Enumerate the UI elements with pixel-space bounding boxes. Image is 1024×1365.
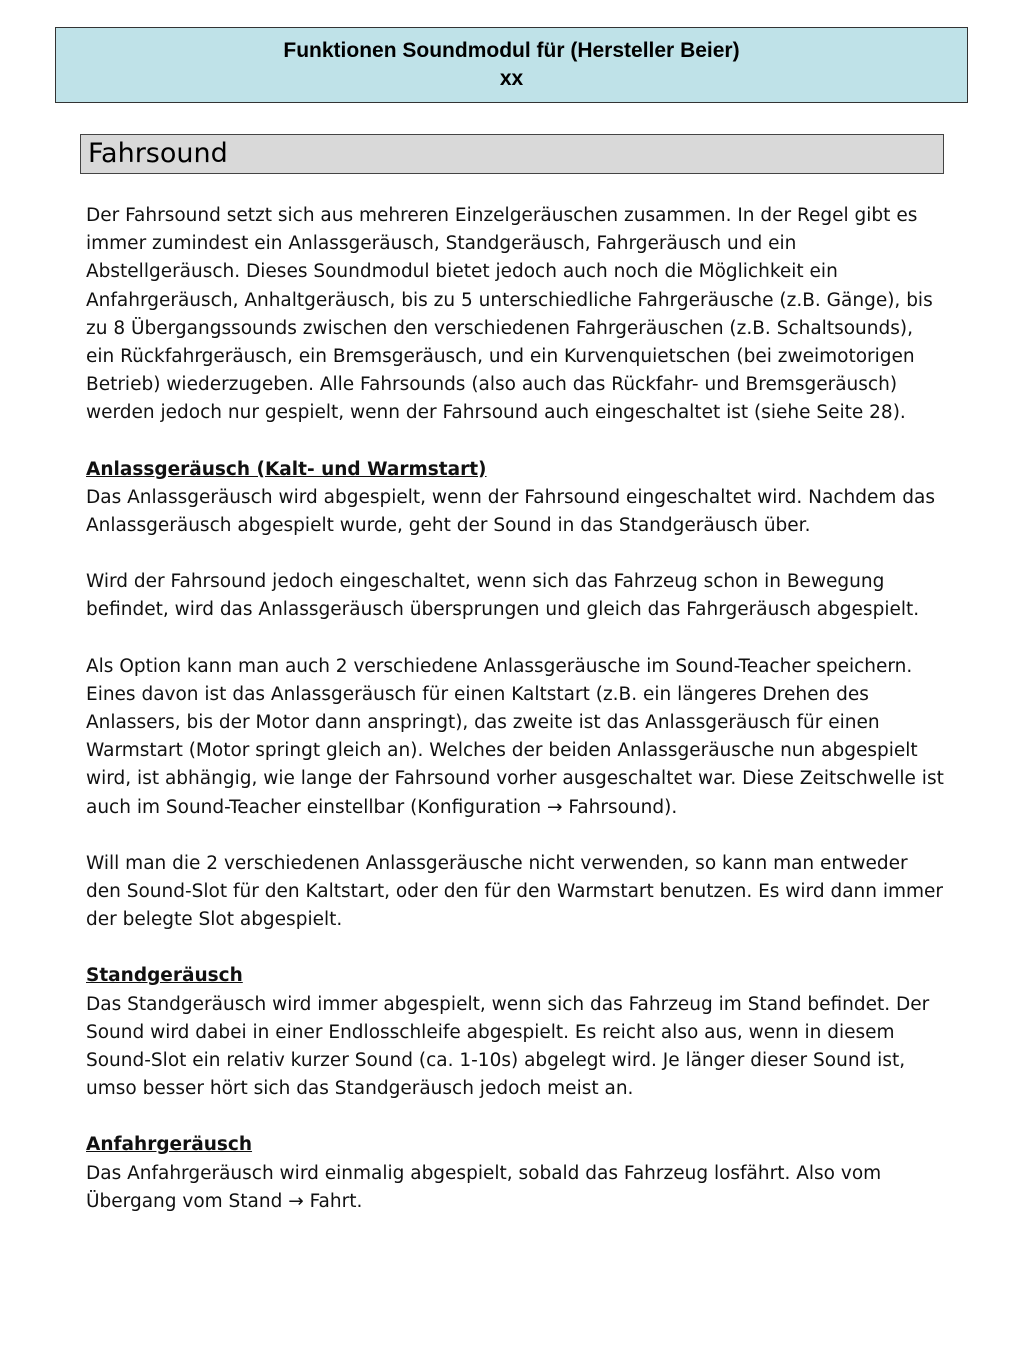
document-title-box [55, 27, 968, 103]
anlass-paragraph-2: Wird der Fahrsound jedoch eingeschaltet, wenn sich das Fahrzeug schon in Bewegung befindet, wird das Anlassgeräusch übersprungen und gleich das Fahrgeräusch abgespielt. [86, 571, 920, 621]
anfahr-heading: Anfahrgeräusch [86, 1134, 253, 1156]
anlass-paragraph-3: Als Option kann man auch 2 verschiedene Anlassgeräusche im Sound-Teacher speichern. Eines davon ist das Anlassgeräusch für einen Kaltstart (z.B. ein längeres Drehen des Anlassers, bis der Motor dann anspringt), das zweite ist das Anlassgeräusch für einen Warmstart (Motor springt gleich an). Welches der beiden Anlassgeräusche nun abgespielt wird, ist abhängig, wie lange der Fahrsound vorher ausgeschaltet war. Diese Zeitschwelle ist auch im Sound-Teacher einstellbar (Konfiguration → Fahrsound). [86, 655, 944, 818]
stand-heading: Standgeräusch [86, 965, 243, 987]
document-body [86, 202, 946, 1216]
document-title: Funktionen Soundmodul für (Hersteller Beier) [283, 39, 740, 62]
anlass-heading: Anlassgeräusch (Kalt- und Warmstart) [86, 458, 487, 480]
anfahr-paragraph: Das Anfahrgeräusch wird einmalig abgespielt, sobald das Fahrzeug losfährt. Also vom Übergang vom Stand → Fahrt. [86, 1162, 882, 1212]
section-title: Fahrsound [80, 134, 944, 174]
anlass-paragraph-1: Das Anlassgeräusch wird abgespielt, wenn der Fahrsound eingeschaltet wird. Nachdem das Anlassgeräusch abgespielt wurde, geht der Sound in das Standgeräusch über. [86, 486, 936, 537]
intro-paragraph: Der Fahrsound setzt sich aus mehreren Einzelgeräuschen zusammen. In der Regel gibt es immer zumindest ein Anlassgeräusch, Standgeräusch, Fahrgeräusch und ein Abstellgeräusch. Dieses Soundmodul bietet jedoch auch noch die Möglichkeit ein Anfahrgeräusch, Anhaltgeräusch, bis zu 5 unterschiedliche Fahrgeräusche (z.B. Gänge), bis zu 8 Übergangssounds zwischen den verschiedenen Fahrgeräuschen (z.B. Schaltsounds), ein Rückfahrgeräusch, ein Bremsgeräusch, und ein Kurvenquietschen (bei zweimotorigen Betrieb) wiederzugeben. Alle Fahrsounds (also auch das Rückfahr- und Bremsgeräusch) werden jedoch nur gespielt, wenn der Fahrsound auch eingeschaltet ist (siehe Seite 28). [86, 205, 933, 424]
stand-paragraph: Das Standgeräusch wird immer abgespielt, wenn sich das Fahrzeug im Stand befindet. Der Sound wird dabei in einer Endlosschleife abgespielt. Es reicht also aus, wenn in diesem Sound-Slot ein relativ kurzer Sound (ca. 1-10s) abgelegt wird. Je länger dieser Sound ist, umso besser hört sich das Standgeräusch jedoch meist an. [86, 993, 930, 1100]
document-subtitle: xx [499, 67, 524, 90]
anlass-paragraph-4: Will man die 2 verschiedenen Anlassgeräusche nicht verwenden, so kann man entweder den Sound-Slot für den Kaltstart, oder den für den Warmstart benutzen. Es wird dann immer der belegte Slot abgespielt. [86, 852, 944, 931]
